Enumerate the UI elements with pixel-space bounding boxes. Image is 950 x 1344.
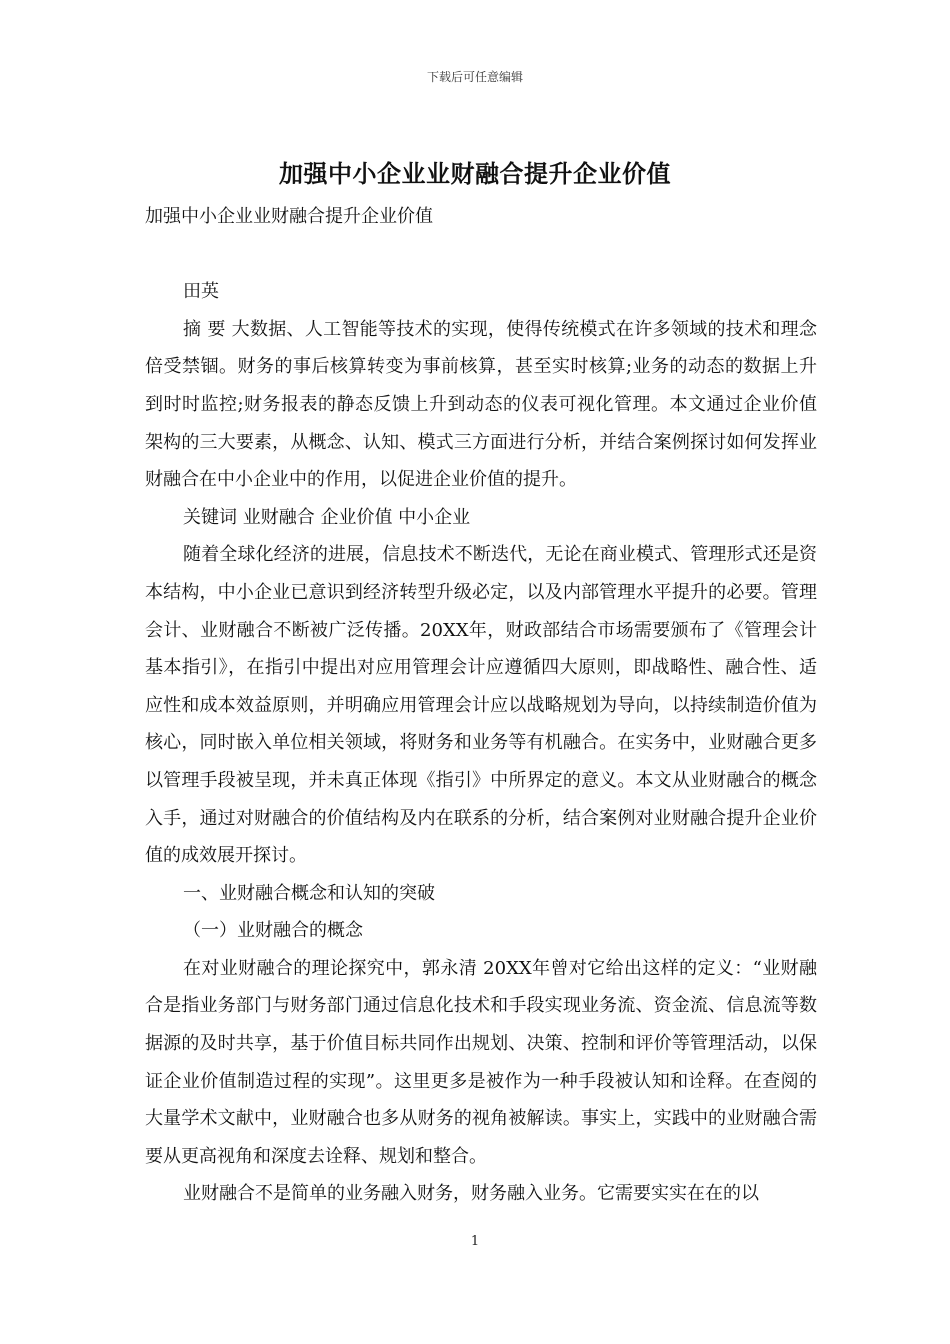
abstract-paragraph: 摘 要 大数据、人工智能等技术的实现，使得传统模式在许多领域的技术和理念倍受禁锢。财务的事后核算转变为事前核算，甚至实时核算;业务的动态的数据上升到时时监控;财务报表的静态反馈上升到动态的仪表可视化管理。本文通过企业价值架构的三大要素，从概念、认知、模式三方面进行分析，并结合案例探讨如何发挥业财融合在中小企业中的作用，以促进企业价值的提升。 [145, 318, 817, 491]
document-title: 加强中小企业业财融合提升企业价值 [279, 159, 671, 188]
definition-paragraph: 在对业财融合的理论探究中，郭永清 20XX年曾对它给出这样的定义：“业财融合是指业务部门与财务部门通过信息化技术和手段实现业务流、资金流、信息流等数据源的及时共享，基于价值目标共同作出规划、决策、控制和评价等管理活动，以保证企业价值制造过程的实现”。这里更多是被作为一种手段被认知和诠释。在查阅的大量学术文献中，业财融合也多从财务的视角被解读。事实上，实践中的业财融合需要从更高视角和深度去诠释、规划和整合。 [145, 957, 817, 1167]
blank-line [145, 236, 817, 274]
section-heading: 一、业财融合概念和认知的突破 [183, 882, 435, 904]
subsection-heading: （一）业财融合的概念 [183, 920, 363, 942]
document-body [145, 198, 817, 1213]
intro-paragraph: 随着全球化经济的进展，信息技术不断迭代，无论在商业模式、管理形式还是资本结构，中小企业已意识到经济转型升级必定，以及内部管理水平提升的必要。管理会计、业财融合不断被广泛传播。20XX年，财政部结合市场需要颁布了《管理会计基本指引》，在指引中提出对应用管理会计应遵循四大原则，即战略性、融合性、适应性和成本效益原则，并明确应用管理会计应以战略规划为导向，以持续制造价值为核心，同时嵌入单位相关领域，将财务和业务等有机融合。在实务中，业财融合更多以管理手段被呈现，并未真正体现《指引》中所界定的意义。本文从业财融合的概念入手，通过对财融合的价值结构及内在联系的分析，结合案例对业财融合提升企业价值的成效展开探讨。 [145, 544, 817, 867]
continuing-paragraph: 业财融合不是简单的业务融入财务，财务融入业务。它需要实实在在的以 [183, 1183, 759, 1205]
author-name: 田英 [183, 281, 219, 303]
page-number: 1 [470, 1234, 480, 1249]
page-header-note: 下载后可任意编辑 [426, 70, 523, 84]
keywords-line: 关键词 业财融合 企业价值 中小企业 [183, 506, 471, 528]
document-subtitle: 加强中小企业业财融合提升企业价值 [145, 206, 433, 227]
